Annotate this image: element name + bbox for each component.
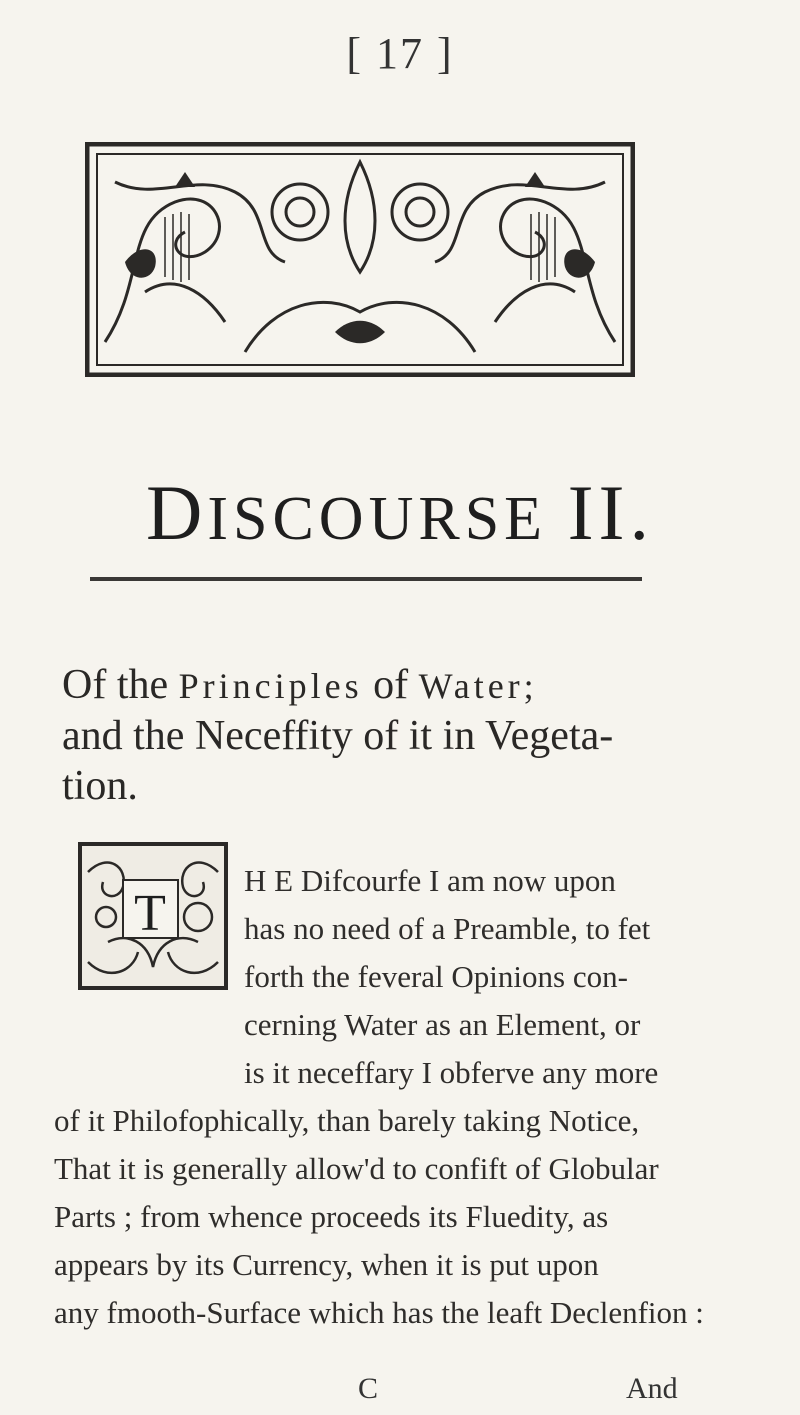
heading-line-2: and the Neceffity of it in Vegeta- [62,713,614,759]
page-footer [0,1372,800,1412]
title-word: ISCOURSE [207,485,548,553]
text-line-1: H E Difcourfe I am now upon [244,863,616,898]
text-line-4: cerning Water as an Element, or [244,1007,641,1042]
heading-smallcaps: Principles [178,666,363,706]
text-line-2: has no need of a Preamble, to fet [244,911,651,946]
text-line-7: That it is generally allow'd to confift of Globular [54,1151,659,1186]
heading-smallcaps: Water; [418,666,538,706]
discourse-title [0,468,800,558]
headpiece-ornament-icon [85,142,635,377]
text-line-6: of it Philofophically, than barely taking Notice, [54,1103,640,1138]
title-initial: D [145,469,208,556]
text-line-3: forth the feveral Opinions con- [244,959,628,994]
page-number: [ 17 ] [346,29,454,78]
text-line-10: any fmooth-Surface which has the leaft Declenfion : [54,1295,704,1330]
text-line-8: Parts ; from whence proceeds its Fluedity, as [54,1199,609,1234]
title-rule [90,577,642,581]
heading-text: Of the [62,662,179,708]
text-line-9: appears by its Currency, when it is put upon [54,1247,599,1282]
heading-text: of [362,662,419,708]
decorated-initial [78,842,228,990]
title-numeral: II. [567,469,655,556]
chapter-heading [62,660,662,811]
heading-line-1 [62,660,662,711]
catchword: And [626,1372,678,1405]
text-line-5: is it neceffary I obferve any more [244,1055,659,1090]
heading-line-3: tion. [62,763,138,809]
signature-mark: C [358,1372,379,1405]
initial-letter: T [134,885,166,942]
initial-ornament-icon [78,842,228,990]
